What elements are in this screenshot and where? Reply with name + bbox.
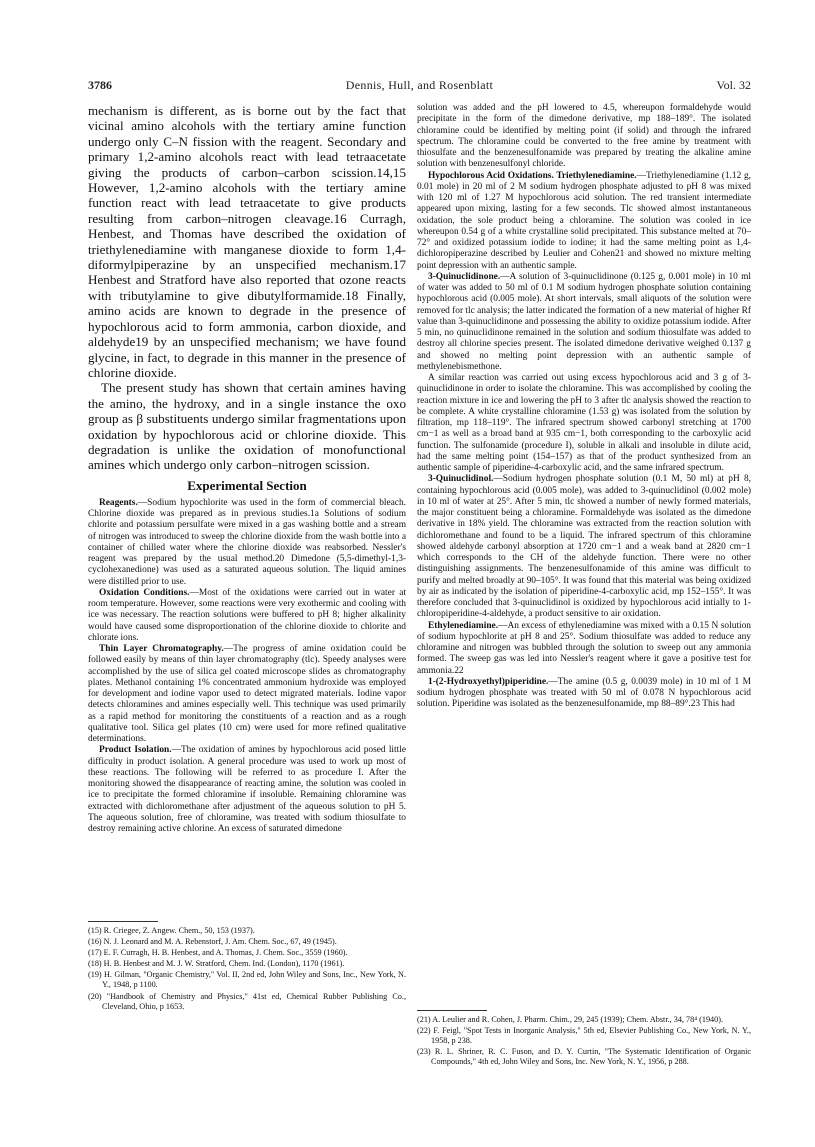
footnote: (15) R. Criegee, Z. Angew. Chem., 50, 153 (1937). xyxy=(88,926,255,935)
footnote-rule xyxy=(88,921,158,922)
experimental-paragraph xyxy=(417,373,751,474)
run-in-head: 3-Quinuclidinone. xyxy=(428,271,501,282)
footnotes-left xyxy=(88,917,406,1013)
experimental-paragraph xyxy=(417,677,751,711)
intro-paragraph: mechanism is different, as is borne out by the fact that vicinal amino alcohols with the tertiary amine function undergo only C–N fission with the reagent. Secondary and primary 1,2-amino alcohols react with lead tetraacetate giving the products of carbon–carbon scission.14,15 However, 1,2-amino alcohols with the tertiary amine function react with lead tetraacetate to give products resulting from carbon–nitrogen cleavage.16 Curragh, Henbest, and Thomas have described the oxidation of triethylenediamine with manganese dioxide to form 1,4-diformylpiperazine by an unspecified mechanism.17 Henbest and Stratford have also reported that ozone reacts with tributylamine to give dibutylformamide.18 Finally, amino acids are known to degrade in the presence of hypochlorous acid to form ammonia, carbon dioxide, and aldehyde19 by an unspecified mechanism; we have found glycine, in fact, to degrade in this manner in the presence of chlorine dioxide. xyxy=(88,103,406,380)
experimental-paragraph xyxy=(417,621,751,677)
paragraph-body: —Triethylenediamine (1.12 g, 0.01 mole) in 20 ml of 2 M sodium hydrogen phosphate adjusted to pH 8 was mixed with 120 ml of 1.27 M hypochlorous acid solution. The red transient intermediate appeared upon mixing, lasting for a few seconds. Tlc showed almost instantaneous oxidation, the sole product being a chloramine. The solution was cooled in ice whereupon 0.54 g of a white crystalline solid precipitated. This substance melted at 70–72° and oxidized potassium iodide to iodine; it had the same melting point as 1,4-dichloropiperazine described by Leulier and Cohen21 and showed no mixture melting point depression with an authentic sample. xyxy=(417,170,751,271)
footnote: (17) E. F. Curragh, H. B. Henbest, and A. Thomas, J. Chem. Soc., 3559 (1960). xyxy=(88,948,348,958)
paragraph-body: —The oxidation of amines by hypochlorous acid posed little difficulty in product isolation. A general procedure was used to work up most of these reactions. The following will be referred to as procedure I. After the monitoring showed the disappearance of reacting amine, the solution was cooled in ice to precipitate the formed chloramine if insoluble. Remaining chloramine was extracted with dichloromethane after adjustment of the aqueous solution to pH 5. The aqueous solution, free of chloramine, was treated with sodium thiosulfate to destroy remaining active chlorine. An excess of saturated dimedone xyxy=(88,745,406,834)
experimental-text xyxy=(88,498,406,836)
run-in-head: Hypochlorous Acid Oxidations. Triethylenediamine. xyxy=(428,170,637,181)
footnotes-right xyxy=(417,1006,751,1068)
run-in-head: Ethylenediamine. xyxy=(428,620,499,631)
run-in-head: 3-Quinuclidinol. xyxy=(428,474,494,485)
footnote: (16) N. J. Leonard and M. A. Rebenstorf, J. Am. Chem. Soc., 67, 49 (1945). xyxy=(88,937,337,947)
paragraph-body: —The amine (0.5 g, 0.0039 mole) in 10 ml of 1 M sodium hydrogen phosphate was treated with 50 ml of 0.078 N hypochlorous acid solution. Piperidine was isolated as the benzenesulfonamide, mp 88–89°.23 This had xyxy=(417,676,751,710)
experimental-paragraph xyxy=(88,745,406,835)
footnote: (23) R. L. Shriner, R. C. Fuson, and D. Y. Curtin, "The Systematic Identification of Organic Compounds," 4th ed, John Wiley and Sons, Inc. New York, N. Y., 1956, p 288. xyxy=(417,1047,751,1067)
footnote: (18) H. B. Henbest and M. J. W. Stratford, Chem. Ind. (London), 1170 (1961). xyxy=(88,959,345,969)
intro-text xyxy=(88,103,406,473)
footnote: (20) "Handbook of Chemistry and Physics," 41st ed, Chemical Rubber Publishing Co., Cleveland, Ohio, p 1653. xyxy=(88,991,406,1011)
experimental-paragraph xyxy=(417,474,751,620)
run-in-head: 1-(2-Hydroxyethyl)piperidine. xyxy=(428,676,549,687)
paragraph-body: —Sodium hydrogen phosphate solution (0.1 M, 50 ml) at pH 8, containing hypochlorous acid (0.005 mole), was added to 3-quinuclidinol (0.002 mole) in 10 ml of water at 25°. After 5 min, tlc showed a number of newly formed materials, the major constituent being a chloramine. Formaldehyde was isolated as the dimedone derivative in 18% yield. The chloramine was extracted from the reaction solution with dichloromethane and found to be a liquid. The infrared spectrum of this chloramine showed aldehyde carbonyl absorption at 1720 cm−1 and a weak band at 2820 cm−1 which corresponds to the CH of the aldehyde function. There were no other distinguishing assignments. The benzenesulfonamide of this amine was difficult to purify and melted broadly at 90–105°. It was found that this material was being oxidized by air as indicated by the isolation of piperidine-4-carboxylic acid, mp 152–155°. It was therefore concluded that 3-quinuclidinol is oxidized by hypochlorous acid intially to 1-chloropiperidine-4-aldehyde, a product sensitive to air oxidation. xyxy=(417,474,751,620)
section-title: Experimental Section xyxy=(187,477,307,493)
paragraph-body: —Most of the oxidations were carried out in water at room temperature. However, some reactions were very exothermic and cooling with ice was necessary. The reaction solutions were buffered to pH 8; higher alkalinity would have caused some disproportionation of the chlorine dioxide to chlorite and chlorate ions. xyxy=(88,587,406,643)
experimental-paragraph xyxy=(88,498,406,588)
paragraph-body: solution was added and the pH lowered to 4.5, whereupon formaldehyde would precipitate in the form of the dimedone derivative, mp 188–189°. The isolated chloramine could be identified by melting point (if solid) and through the infrared spectrum. The chloramine could be converted to the free amine by treatment with thiosulfate and the benzenesulfonamide was prepared by treating the alkaline amine solution with benzenesulfonyl chloride. xyxy=(417,103,751,170)
footnote: (21) A. Leulier and R. Cohen, J. Pharm. Chim., 29, 245 (1939); Chem. Abstr., 34, 78⁴ (1940). xyxy=(417,1015,723,1024)
experimental-paragraph xyxy=(417,272,751,373)
footnote-rule xyxy=(417,1010,487,1011)
run-in-head: Reagents. xyxy=(99,497,138,508)
volume-label: Vol. 32 xyxy=(716,78,751,92)
right-text xyxy=(417,103,751,711)
footnote: (22) F. Feigl, "Spot Tests in Inorganic Analysis," 5th ed, Elsevier Publishing Co., New York, N. Y., 1958, p 238. xyxy=(417,1026,751,1046)
left-column xyxy=(88,103,406,835)
paragraph-body: —Sodium hypochlorite was used in the form of commercial bleach. Chlorine dioxide was prepared as in previous studies.1a Solutions of sodium chlorite and potassium persulfate were mixed in a gas washing bottle and a stream of nitrogen was introduced to sweep the chlorine dioxide from the wash bottle into a container of chilled water where the chlorine dioxide was reabsorbed. Nessler's reagent was prepared by the usual method.20 Dimedone (5,5-dimethyl-1,3-cyclohexanedione) was used as a saturated aqueous solution. The liquid amines were distilled prior to use. xyxy=(88,497,406,587)
page-number: 3786 xyxy=(88,78,112,92)
footnote: (19) H. Gilman, "Organic Chemistry," Vol. II, 2nd ed, John Wiley and Sons, Inc., New York, N. Y., 1948, p 1100. xyxy=(88,970,406,990)
run-in-head: Product Isolation. xyxy=(99,745,172,756)
paragraph-body: A similar reaction was carried out using excess hypochlorous acid and 3 g of 3-quinuclidinone in order to isolate the chloramine. This was accomplished by cooling the reaction mixture in ice and lowering the pH to 3 after tlc analysis showed the reaction to be complete. A white crystalline chloramine (1.53 g) was isolated from the solution by filtration, mp 118–119°. The infrared spectrum showed carbonyl stretching at 1700 cm−1 as well as a broad band at 935 cm−1, both corresponding to the carboxylic acid function. The sulfonamide (procedure I), soluble in alkali and insoluble in dilute acid, had the same melting point (154–157) as that of the product synthesized from an authentic sample of piperidine-4-carboxylic acid, and the same infrared spectrum. xyxy=(417,373,751,473)
paragraph-body: —A solution of 3-quinuclidinone (0.125 g, 0.001 mole) in 10 ml of water was added to 50 ml of 0.1 M sodium hydrogen phosphate solution containing hypochlorous acid (0.005 mole). At short intervals, small aliquots of the solution were removed for tlc analysis; the latter indicated the formation of a new material of higher Rf value than 3-quinuclidinone and possessing the ability to oxidize potassium iodide. After 5 min, no quinuclidinone remained in the solution and sodium thiosulfate was added to destroy all chlorine species present. The isolated dimedone derivative weighed 0.137 g and showed no melting point depression with an authentic sample of methylenebismethone. xyxy=(417,271,751,372)
running-authors: Dennis, Hull, and Rosenblatt xyxy=(345,78,494,92)
run-in-head: Oxidation Conditions. xyxy=(99,587,190,598)
experimental-paragraph xyxy=(88,644,406,745)
running-header xyxy=(88,78,751,94)
experimental-paragraph xyxy=(88,588,406,644)
run-in-head: Thin Layer Chromatography. xyxy=(99,644,224,654)
paragraph-body: —The progress of amine oxidation could be followed easily by means of thin layer chromatography (tlc). Speedy analyses were accomplished by the use of silica gel coated microscope slides as chromatography plates. Methanol containing 1% concentrated ammonium hydroxide was employed for development and iodine vapor used to detect migrated materials. Iodine vapor detects chloramines and amines especially well. This technique was used primarily as a rapid method for monitoring the constituents of a reaction and as a rough qualitative tool. Silica gel plates (10 cm) were used for more refined qualitative determinations. xyxy=(88,644,407,744)
intro-paragraph: The present study has shown that certain amines having the amino, the hydroxy, and in a single instance the oxo group as β substituents undergo similar fragmentations upon oxidation by hypochlorous acid or chlorine dioxide. This degradation is unlike the oxidation of monofunctional amines which undergo only carbon–nitrogen scission. xyxy=(88,380,406,473)
experimental-paragraph xyxy=(417,103,751,171)
paragraph-body: —An excess of ethylenediamine was mixed with a 0.15 N solution of sodium hypochlorite at pH 8 and 25°. Sodium thiosulfate was added to reduce any chloramine and nitrogen was bubbled through the solution to sweep out any ammonia formed. The sweep gas was led into Nessler's reagent where it gave a positive test for ammonia.22 xyxy=(417,620,751,676)
experimental-paragraph xyxy=(417,171,751,272)
right-column xyxy=(417,103,751,711)
